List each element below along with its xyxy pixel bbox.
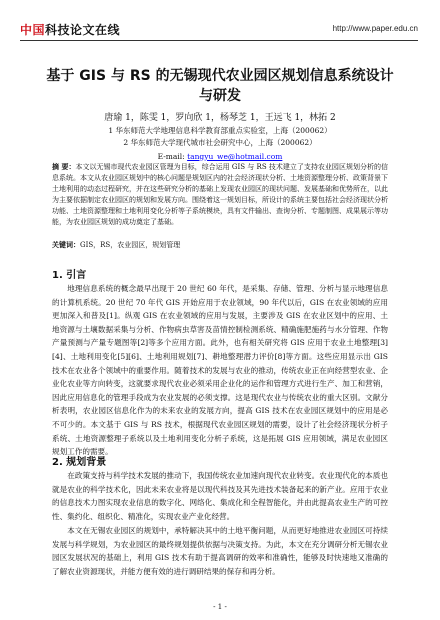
keywords-label: 关键词： — [52, 241, 80, 249]
intro-paragraph: 地理信息系统的概念最早出现于 20 世纪 60 年代，是采集、存储、管理、分析与显示地理信息的计算机系统。20 世纪 70 年代 GIS 开始应用于农业领域，90 年代以后，GIS 在农业领域的应用更加深入和普及[1]。纵观 GIS 在农业领域的应用与发展，主要涉及 GIS 在农业区划中的应用、土地资源与土壤数据采集与分析、作物病虫草害及苗情控制检测系统、精确施肥施药与水分管理、作物产量预测与产量专题图等[2]等多个应用方面。此外，也有相关研究将 GIS 应用于农业土地整理[3][4]、土地利用变化[5][6]、土地利用规划[7]、耕地整理潜力评价[8]等方面。这些应用显示出 GIS 技术在农业各个领域中的重要作用。随着技术的发展与农业的推动，传统农业正在向经营型农业、企业化农业等方向转变，这就要求现代农业必须采用企业化的运作和管理方式进行生产、加工和营销，因此应用信息化的管理手段成为农业发展的必须支撑。这是现代农业与传统农业的重大区别。文献分析表明，农业园区信息化作为的未来农业的发展方向，提高 GIS 技术在农业园区规划中的应用是必不可少的。本文基于 GIS 与 RS 技术，根据现代农业园区规划的需要，设计了社会经济现状分析子系统、土地资源整理子系统以及土地利用变化分析子系统，这是拓展 GIS 应用领域，满足农业园区规划工作的需要。 — [52, 284, 388, 457]
page-header — [20, 18, 418, 40]
logo-red-text: 中国 — [20, 23, 46, 37]
email-line — [20, 152, 420, 162]
email-link[interactable]: tangyu_we@hotmail.com — [187, 152, 283, 161]
affiliation-1: 1 华东师范大学地理信息科学教育部重点实验室，上海（200062） — [108, 126, 332, 135]
section-heading-introduction: 1. 引言 — [52, 270, 87, 281]
header-divider — [20, 40, 418, 41]
page-number: - 1 - — [213, 603, 227, 611]
keywords — [52, 240, 388, 251]
logo-dark-text: 科技论文在线 — [45, 23, 121, 37]
email-label: E-mail: — [157, 152, 188, 161]
abstract-label: 摘 要： — [52, 163, 76, 171]
keywords-text: GIS，RS，农业园区，规划管理 — [80, 241, 181, 249]
paper-title: 基于 GIS 与 RS 的无锡现代农业园区规划信息系统设计与研发 — [46, 68, 394, 104]
author-list: 唐瑜 1，陈雯 1，罗向欣 1，杨琴芝 1，王远飞 1，林拓 2 — [104, 113, 336, 123]
abstract — [52, 162, 388, 228]
site-logo[interactable] — [20, 21, 120, 38]
abstract-text: 本文以无锡市现代农业园区管理为目标，综合运用 GIS 与 RS 技术建立了支持农业园区规划分析的信息系统。本文从农业园区规划中的核心问题是规划区内的社会经济现状分析、土地资源整理分析、政策背景下土地利用的动态过程研究，并在这些研究分析的基础上发现农业园区的现状问题、发展基础和优势所在，以此为主要依据制定农业园区的规划和发展方向。围绕着这一规划目标，所设计的系统主要包括社会经济现状分析功能、土地资源整理和土地利用变化分析等子系统模块，具有文件输出、查询分析、专题制图、成果展示等功能，为农业园区规划的成功奠定了基础。 — [52, 163, 389, 226]
section-heading-background: 2. 规划背景 — [52, 457, 107, 468]
affiliation-2: 2 华东师范大学现代城市社会研究中心，上海（200062） — [123, 138, 317, 147]
background-paragraph-1: 在政策支持与科学技术发展的推动下，我国传统农业加速向现代农业转变。农业现代化的本质也就是农业的科学技术化，因此未来农业将是以现代科技及其先进技术装备起来的新产业。应用于农业的信息技术力图实现农业信息的数字化、网络化、集成化和全程智能化，并由此提高农业生产的可控性、集约化、组织化、精准化，实现农业产业化经营。 — [52, 471, 388, 521]
background-paragraph-2: 本文在无锡农业园区的规划中，承特解决其中的土地平衡问题，从而更好地推进农业园区可持续发展与科学规划，为农业园区的最终规划提供依据与决策支持。为此，本文在充分调研分析无锡农业园区发展状况的基础上，利用 GIS 技术有助于提高调研的效率和准确性，能够及时快速地又准确的了解农业资源现状，并能方便有效的进行调研结果的保存和再分析。 — [52, 526, 388, 576]
site-url[interactable]: http://www.paper.edu.cn — [332, 24, 418, 33]
